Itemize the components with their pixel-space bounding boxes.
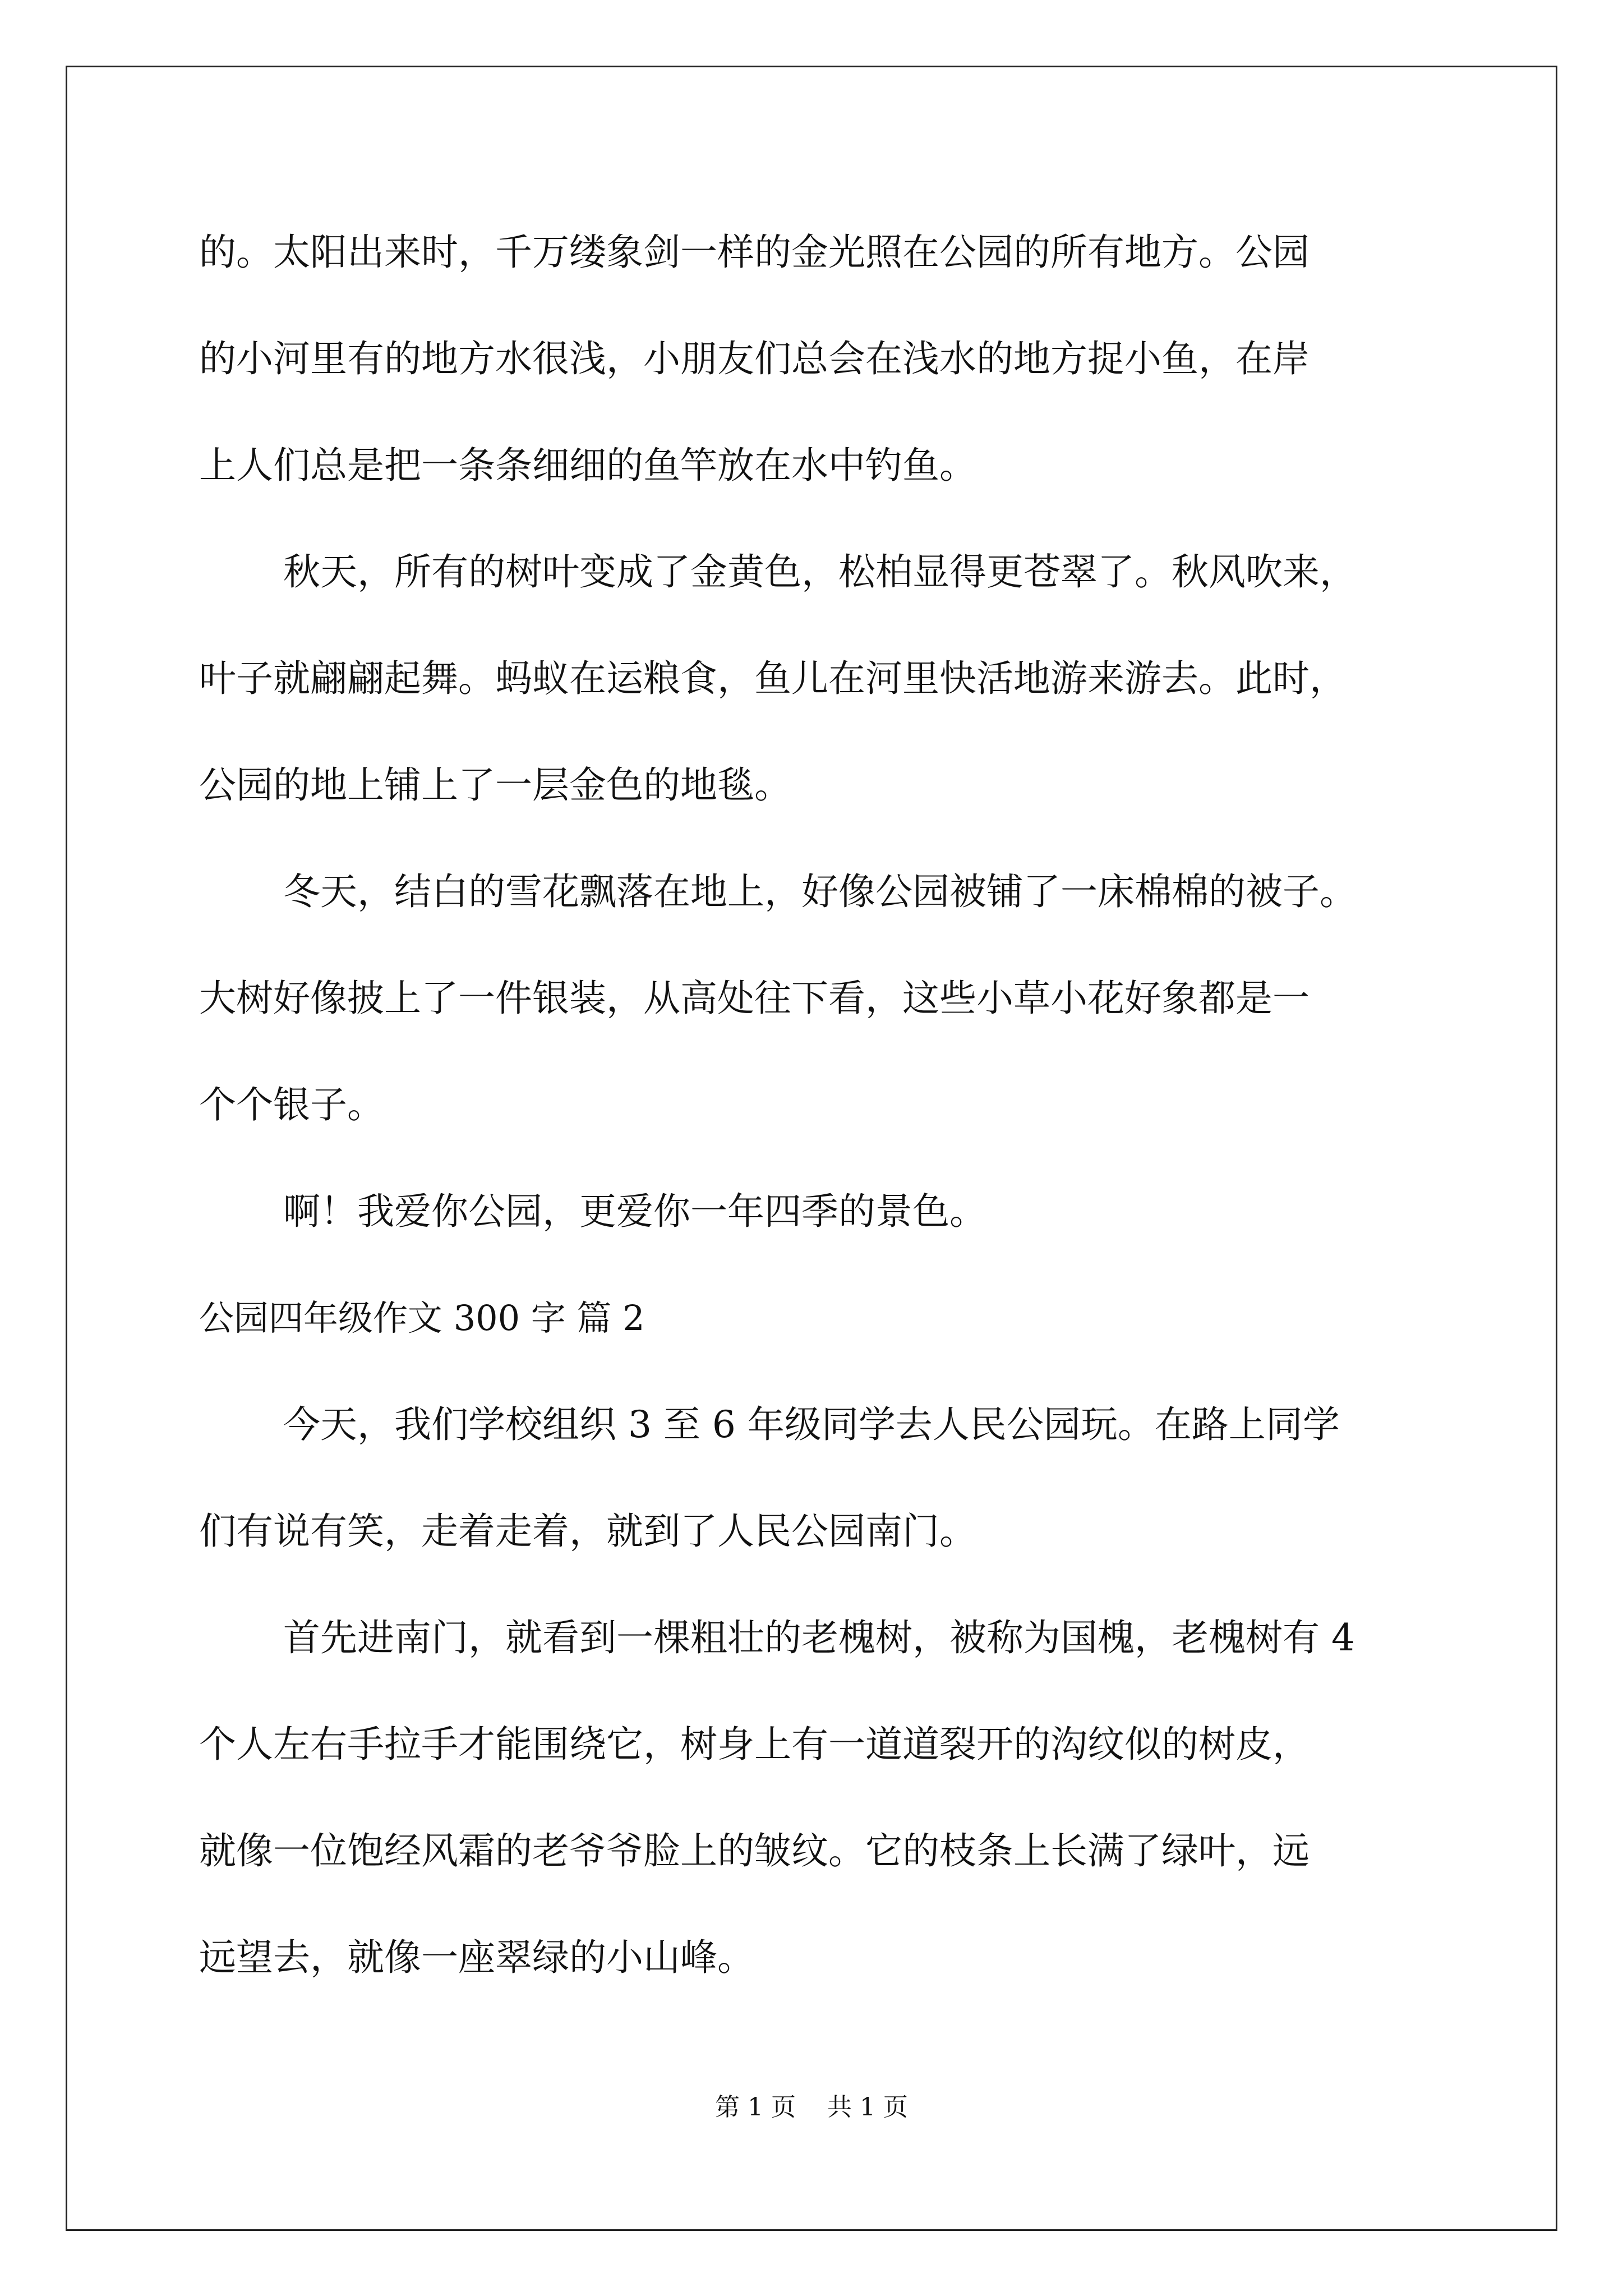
text-line: 公园的地上铺上了一层金色的地毯。 [199, 763, 791, 807]
text-line: 的小河里有的地方水很浅，小朋友们总会在浅水的地方捉小鱼，在岸 [199, 337, 1310, 380]
text-line: 就像一位饱经风霜的老爷爷脸上的皱纹。它的枝条上长满了绿叶，远 [199, 1829, 1310, 1872]
paragraph-first-line: 今天，我们学校组织 3 至 6 年级同学去人民公园玩。在路上同学 [283, 1403, 1340, 1446]
paragraph-first-line: 首先进南门，就看到一棵粗壮的老槐树，被称为国槐，老槐树有 4 [283, 1616, 1355, 1659]
paragraph-first-line: 秋天，所有的树叶变成了金黄色，松柏显得更苍翠了。秋风吹来， [283, 550, 1357, 593]
text-line: 们有说有笑，走着走着，就到了人民公园南门。 [199, 1510, 976, 1553]
text-line: 的。太阳出来时，千万缕象剑一样的金光照在公园的所有地方。公园 [199, 231, 1310, 274]
text-line: 个人左右手拉手才能围绕它，树身上有一道道裂开的沟纹似的树皮， [199, 1723, 1310, 1766]
text-line: 叶子就翩翩起舞。蚂蚁在运粮食，鱼儿在河里快活地游来游去。此时， [199, 657, 1347, 700]
text-line: 上人们总是把一条条细细的鱼竿放在水中钓鱼。 [199, 444, 976, 487]
section-heading: 公园四年级作文 300 字 篇 2 [199, 1297, 645, 1338]
paragraph-first-line: 啊！我爱你公园，更爱你一年四季的景色。 [283, 1190, 986, 1233]
text-line: 远望去，就像一座翠绿的小山峰。 [199, 1936, 754, 1979]
text-line: 个个银子。 [199, 1083, 384, 1126]
page-border [66, 66, 1557, 2231]
page-number-footer: 第 1 页 共 1 页 [715, 2093, 908, 2122]
paragraph-first-line: 冬天，结白的雪花飘落在地上，好像公园被铺了一床棉棉的被子。 [283, 870, 1357, 913]
text-line: 大树好像披上了一件银装，从高处往下看，这些小草小花好象都是一 [199, 977, 1310, 1020]
